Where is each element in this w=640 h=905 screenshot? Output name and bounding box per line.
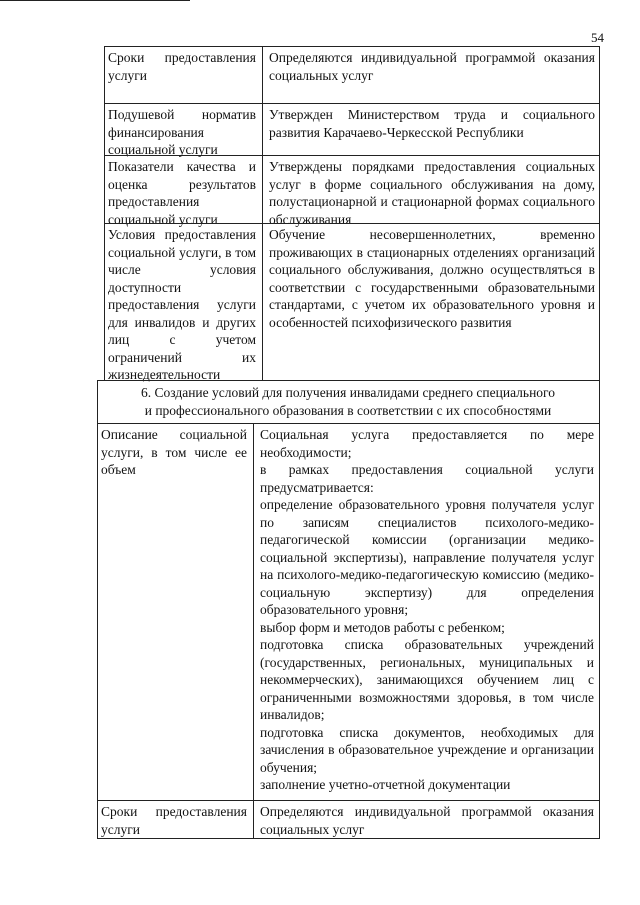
table-row: [104, 223, 600, 380]
description-paragraph: выбор форм и методов работы с ребенком;: [260, 619, 505, 635]
row-label: Условия предоставления социальной услуги, в том числе условия доступности предоставления услуги для инвалидов и других лиц с учетом ограничений их жизнедеятельности: [108, 227, 256, 382]
row-value: Определяются индивидуальной программой оказания социальных услуг: [269, 50, 595, 83]
row-label: Показатели качества и оценка результатов предоставления социальной услуги: [108, 159, 256, 227]
row-label: Сроки предоставления услуги: [108, 50, 256, 83]
row-label: Описание социальной услуги, в том числе ее объем: [101, 427, 247, 477]
table-row: [104, 103, 600, 155]
description-paragraph: подготовка списка образовательных учреждений (государственных, региональных, муниципальных и некоммерческих), занимающихся обучением лиц с ограниченными возможностями здоровья, в том числе инвалидов;: [260, 637, 594, 722]
row-label: Сроки предоставления услуги: [101, 804, 247, 837]
description-paragraph: Социальная услуга предоставляется по мере необходимости;: [260, 427, 594, 460]
table-row: [97, 423, 600, 800]
row-value: Определяются индивидуальной программой оказания социальных услуг: [260, 804, 594, 837]
section-heading-line: и профессионального образования в соответствии с их способностями: [144, 402, 552, 418]
section-heading: [103, 384, 593, 419]
section-heading-line: 6. Создание условий для получения инвалидами среднего специального: [140, 385, 555, 400]
section-heading-row: [97, 380, 600, 423]
description-paragraph: определение образовательного уровня получателя услуг по записям специалистов психолого-медико-педагогической комиссии (организации медико-социальной экспертизы), направление получателя услуг на психолого-медико-педагогическую комиссию (медико-социальную экспертизу) для определения образовательного уровня;: [260, 497, 594, 617]
description-paragraph: в рамках предоставления социальной услуги предусматривается:: [260, 462, 594, 495]
row-value: Утверждены порядками предоставления социальных услуг в форме социального обслуживания на дому, полустационарной и стационарной формах социального обслуживания: [269, 159, 595, 227]
service-description: [260, 426, 594, 794]
page-number: 54: [591, 30, 604, 45]
row-value: Утвержден Министерством труда и социального развития Карачаево-Черкесской Республики: [269, 107, 595, 140]
description-paragraph: подготовка списка документов, необходимых для зачисления в образовательное учреждение и организации обучения;: [260, 724, 594, 775]
row-value: Обучение несовершеннолетних, временно проживающих в стационарных отделениях организаций социального обслуживания, должно осуществляться в соответствии с государственными образовательными стандартами, с учетом их образовательного уровня и особенностей психофизического развития: [269, 227, 595, 330]
header-rule: [0, 0, 190, 1]
table-row: [104, 46, 600, 103]
row-label: Подушевой норматив финансирования социальной услуги: [108, 107, 256, 157]
table-row: [104, 155, 600, 227]
table-bottom-border: [97, 838, 600, 839]
description-paragraph: заполнение учетно-отчетной документации: [260, 777, 511, 792]
table-row: [97, 800, 600, 838]
